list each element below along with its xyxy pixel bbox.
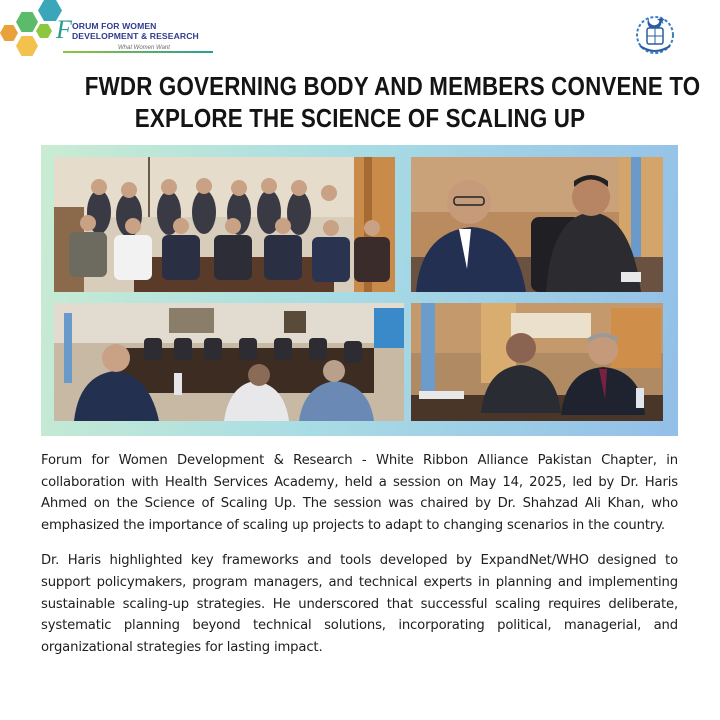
photo-two-men-conversation [411, 157, 663, 292]
org-name-line1: ORUM FOR WOMEN [72, 21, 157, 31]
photo-group-meeting [54, 157, 395, 292]
org-tagline: What Women Want [118, 45, 170, 51]
government-crest-icon [632, 10, 678, 56]
photo-collage [41, 145, 678, 436]
paragraph-2: Dr. Haris highlighted key frameworks and tools developed by ExpandNet/WHO designed to support policymakers, program managers, and technical experts in planning and implementing sustainable scaling-up strategies. He underscored that successful scaling requires deliberate, systematic planning beyond technical solutions, incorporating political, managerial, and organizational strategies for lasting impact. [41, 553, 678, 655]
article-body [41, 450, 678, 672]
page-title [40, 70, 701, 134]
org-underline [63, 51, 213, 53]
title-line-2: EXPLORE THE SCIENCE OF SCALING UP [134, 103, 586, 133]
paragraph-1: Forum for Women Development & Research - White Ribbon Alliance Pakistan Chapter, in collaboration with Health Services Academy, held a session on May 14, 2025, led by Dr. Haris Ahmed on the Science of Scaling Up. The session was chaired by Dr. Shahzad Ali Khan, who emphasized the importance of scaling up projects to adapt to changing scenarios in the country. [41, 453, 678, 533]
page-header [0, 0, 720, 62]
org-initial-letter: F [56, 15, 72, 44]
title-line-1: FWDR GOVERNING BODY AND MEMBERS CONVENE TO [84, 71, 701, 101]
photo-two-men-with-flag [411, 303, 663, 421]
org-name-line2: DEVELOPMENT & RESEARCH [72, 31, 199, 41]
photo-conference-session [54, 303, 404, 421]
org-name-block [56, 15, 208, 51]
